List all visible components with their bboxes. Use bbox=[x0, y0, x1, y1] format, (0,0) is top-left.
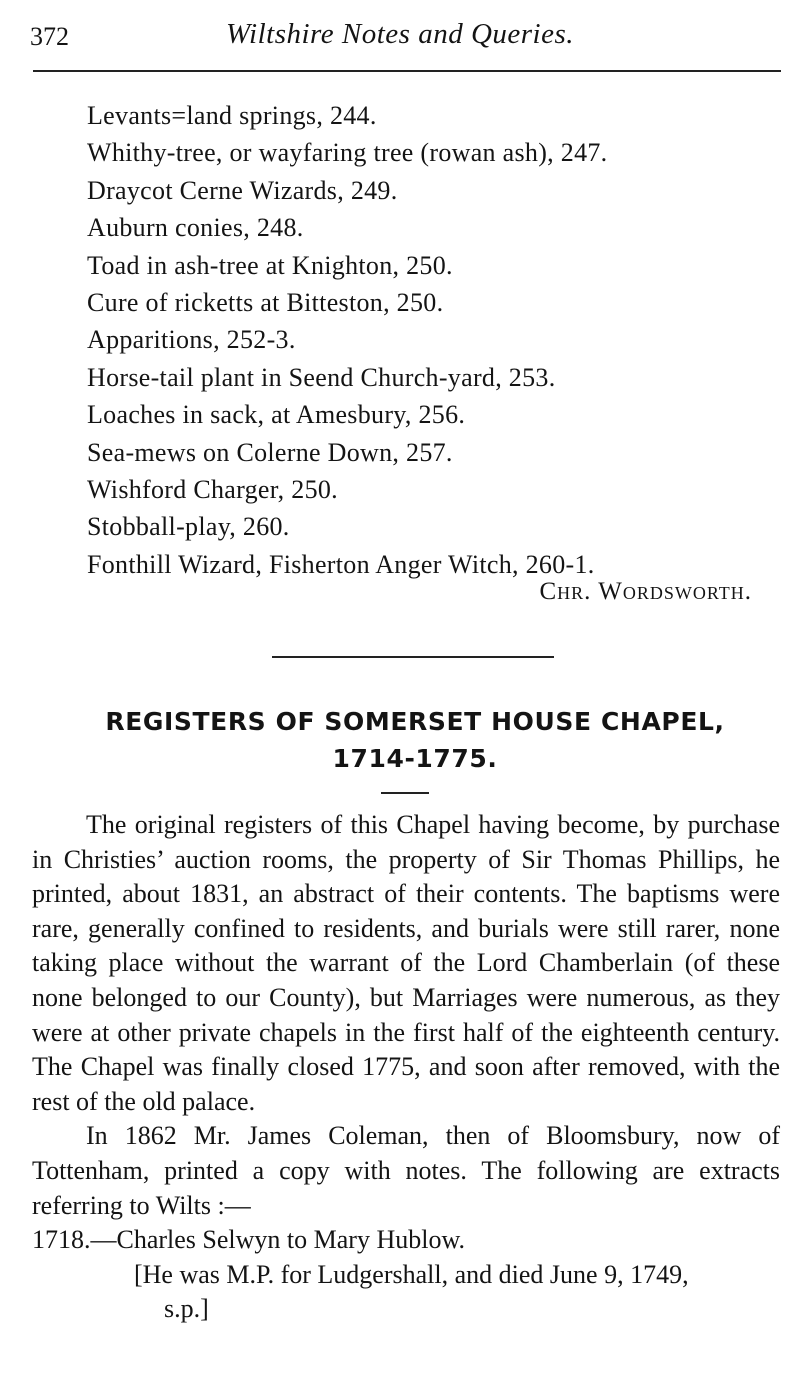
register-entry-note: [He was M.P. for Ludgershall, and died June 9, 1749, bbox=[134, 1259, 689, 1289]
paragraph: In 1862 Mr. James Coleman, then of Bloomsbury, now of Tottenham, printed a copy with notes. The following are extracts referring to Wilts :— bbox=[32, 1121, 780, 1220]
index-item: Auburn conies, 248. bbox=[87, 213, 304, 243]
signature: Chr. Wordsworth. bbox=[539, 578, 752, 605]
index-item: Stobball-play, 260. bbox=[87, 512, 290, 542]
running-title: Wiltshire Notes and Queries. bbox=[225, 18, 575, 50]
article-subtitle: 1714-1775. bbox=[332, 744, 498, 773]
register-entry-note-continued: s.p.] bbox=[164, 1294, 209, 1324]
title-rule bbox=[381, 792, 429, 794]
index-item: Wishford Charger, 250. bbox=[87, 475, 338, 505]
header-rule bbox=[33, 70, 781, 72]
index-item: Apparitions, 252-3. bbox=[87, 325, 296, 355]
index-list bbox=[87, 97, 607, 583]
article-title-text: REGISTERS OF SOMERSET HOUSE CHAPEL, bbox=[105, 707, 725, 736]
article-title bbox=[75, 703, 755, 777]
index-item: Loaches in sack, at Amesbury, 256. bbox=[87, 400, 466, 430]
index-item: Cure of ricketts at Bitteston, 250. bbox=[87, 288, 444, 318]
paragraph: The original registers of this Chapel having become, by purchase in Christies’ auction rooms, the property of Sir Thomas Phillips, he printed, about 1831, an abstract of their contents. The baptisms were rare, generally confined to residents, and burials were still rarer, none taking place without the warrant of the Lord Chamberlain (of these none belonged to our County), but Marriages were numerous, as they were at other private chapels in the first half of the eighteenth century. The Chapel was finally closed 1775, and soon after removed, with the rest of the old palace. bbox=[32, 810, 780, 1116]
page-number: 372 bbox=[30, 22, 69, 51]
register-entry: 1718.—Charles Selwyn to Mary Hublow. bbox=[32, 1225, 466, 1255]
index-item: Levants=land springs, 244. bbox=[87, 101, 377, 130]
section-divider bbox=[272, 656, 554, 658]
index-item: Toad in ash-tree at Knighton, 250. bbox=[87, 250, 453, 280]
index-item: Whithy-tree, or wayfaring tree (rowan ash), 247. bbox=[87, 138, 608, 168]
index-item: Fonthill Wizard, Fisherton Anger Witch, 260-1. bbox=[87, 549, 595, 579]
index-item: Horse-tail plant in Seend Church-yard, 253. bbox=[87, 362, 556, 392]
index-item: Draycot Cerne Wizards, 249. bbox=[87, 175, 398, 205]
index-item: Sea-mews on Colerne Down, 257. bbox=[87, 437, 453, 467]
article-body bbox=[32, 808, 780, 1327]
